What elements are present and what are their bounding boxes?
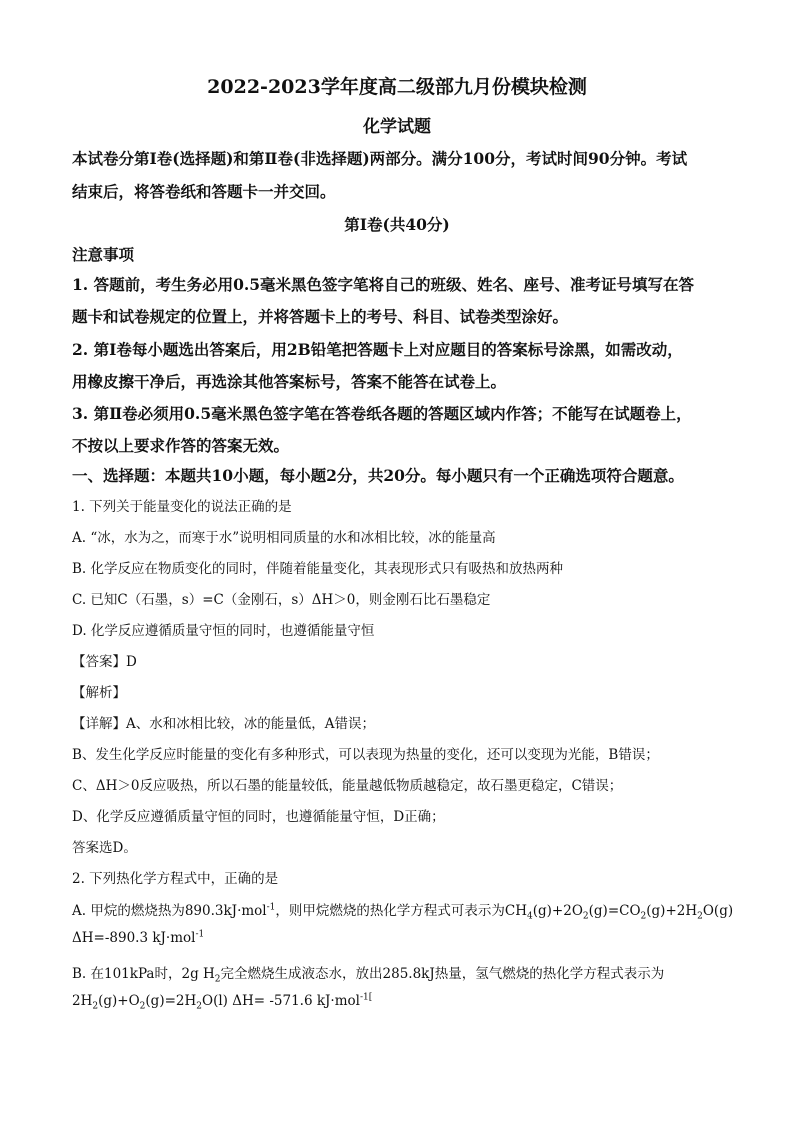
q1-conclusion: 答案选D。 <box>72 840 137 856</box>
q1-detail-b: B、发生化学反应时能量的变化有多种形式，可以表现为热量的变化，还可以变现为光能，B错误； <box>72 747 659 763</box>
q1-detail-a <box>72 712 375 732</box>
q2-b-eq: ΔH= -571.6 kJ·mol <box>232 993 360 1009</box>
q2-option-a: A. 甲烷的燃烧热为890.3kJ·mol$^{-1}$，则甲烷燃烧的热化学方程式可表示为$CH_4(g)+2O_2(g)=CO_2(g)+2H_2O(g)$ <box>72 902 734 922</box>
intro-line-1: 本试卷分第Ⅰ卷(选择题)和第Ⅱ卷(非选择题)两部分。满分100分，考试时间90分钟。考试 <box>72 149 688 168</box>
subscript: 2 <box>582 911 589 922</box>
note-3a: 3. 第Ⅱ卷必须用0.5毫米黑色签字笔在答卷纸各题的答题区域内作答；不能写在试题卷上， <box>72 404 692 423</box>
q1-detail-c: C、ΔH＞0反应吸热，所以石墨的能量较低，能量越低物质越稳定，故石墨更稳定，C错误； <box>72 778 623 794</box>
superscript: -1[ <box>359 992 373 1003</box>
detail-label: 【详解】 <box>72 716 126 732</box>
section-title: 第Ⅰ卷(共40分) <box>344 215 450 234</box>
q2-a-text2: ，则甲烷燃烧的热化学方程式可表示为CH <box>275 903 528 919</box>
q1-detail-d: D、化学反应遵循质量守恒的同时，也遵循能量守恒，D正确； <box>72 809 445 825</box>
note-3b: 不按以上要求作答的答案无效。 <box>72 436 290 455</box>
detail-a-text: A、水和冰相比较，冰的能量低，A错误； <box>126 716 375 732</box>
subscript: 2 <box>697 911 703 922</box>
subscript: 2 <box>214 974 221 985</box>
notes-heading: 注意事项 <box>72 245 135 264</box>
q1-option-a: A. “冰，水为之，而寒于水”说明相同质量的水和冰相比较，冰的能量高 <box>72 530 496 546</box>
subscript: 2 <box>139 1001 146 1012</box>
q1-option-c: C. 已知C（石墨，s）=C（金刚石，s）ΔH＞0，则金刚石比石墨稳定 <box>72 592 491 608</box>
subscript: 4 <box>527 911 533 922</box>
q2-option-b <box>72 962 665 985</box>
note-2b: 用橡皮擦干净后，再选涂其他答案标号，答案不能答在试卷上。 <box>72 372 507 391</box>
note-1b: 题卡和试卷规定的位置上，并将答题卡上的考号、科目、试卷类型涂好。 <box>72 307 569 326</box>
q2-option-b-eq: $2H_2(g)+O_2(g)=2H_2O(l)$ ΔH= -571.6 kJ·mol$^{-1[}$ <box>72 992 373 1012</box>
q1-analysis-label: 【解析】 <box>72 685 126 701</box>
q2-option-a-line2 <box>72 930 204 946</box>
q2-a-eq: ΔH=-890.3 kJ·mol <box>72 930 196 946</box>
subscript: 2 <box>92 1001 99 1012</box>
note-2a: 2. 第Ⅰ卷每小题选出答案后，用2B铅笔把答题卡上对应题目的答案标号涂黑，如需改动， <box>72 340 683 359</box>
page-subtitle: 化学试题 <box>363 117 431 137</box>
q1-stem: 1. 下列关于能量变化的说法正确的是 <box>72 499 292 515</box>
page-title: 2022-2023学年度高二级部九月份模块检测 <box>207 76 587 98</box>
superscript: -1 <box>266 902 276 913</box>
q2-b-text: B. 在101kPa时，2g H <box>72 966 215 982</box>
subscript: 2 <box>640 911 647 922</box>
q2-a-text: A. 甲烷的燃烧热为890.3kJ·mol <box>72 903 267 919</box>
q1-option-d: D. 化学反应遵循质量守恒的同时，也遵循能量守恒 <box>72 623 375 639</box>
intro-line-2: 结束后，将答卷纸和答题卡一并交回。 <box>72 182 336 201</box>
q1-option-b: B. 化学反应在物质变化的同时，伴随着能量变化，其表现形式只有吸热和放热两种 <box>72 561 564 577</box>
superscript: -1 <box>195 929 205 940</box>
q2-stem: 2. 下列热化学方程式中，正确的是 <box>72 871 279 887</box>
part-heading: 一、选择题：本题共10小题，每小题2分，共20分。每小题只有一个正确选项符合题意。 <box>72 466 684 485</box>
q1-answer: 【答案】D <box>72 654 137 670</box>
subscript: 2 <box>196 1001 202 1012</box>
q2-b-text2: 完全燃烧生成液态水，放出285.8kJ热量，氢气燃烧的热化学方程式表示为 <box>220 966 665 982</box>
note-1a: 1. 答题前，考生务必用0.5毫米黑色签字笔将自己的班级、姓名、座号、准考证号填写在答 <box>72 275 695 294</box>
